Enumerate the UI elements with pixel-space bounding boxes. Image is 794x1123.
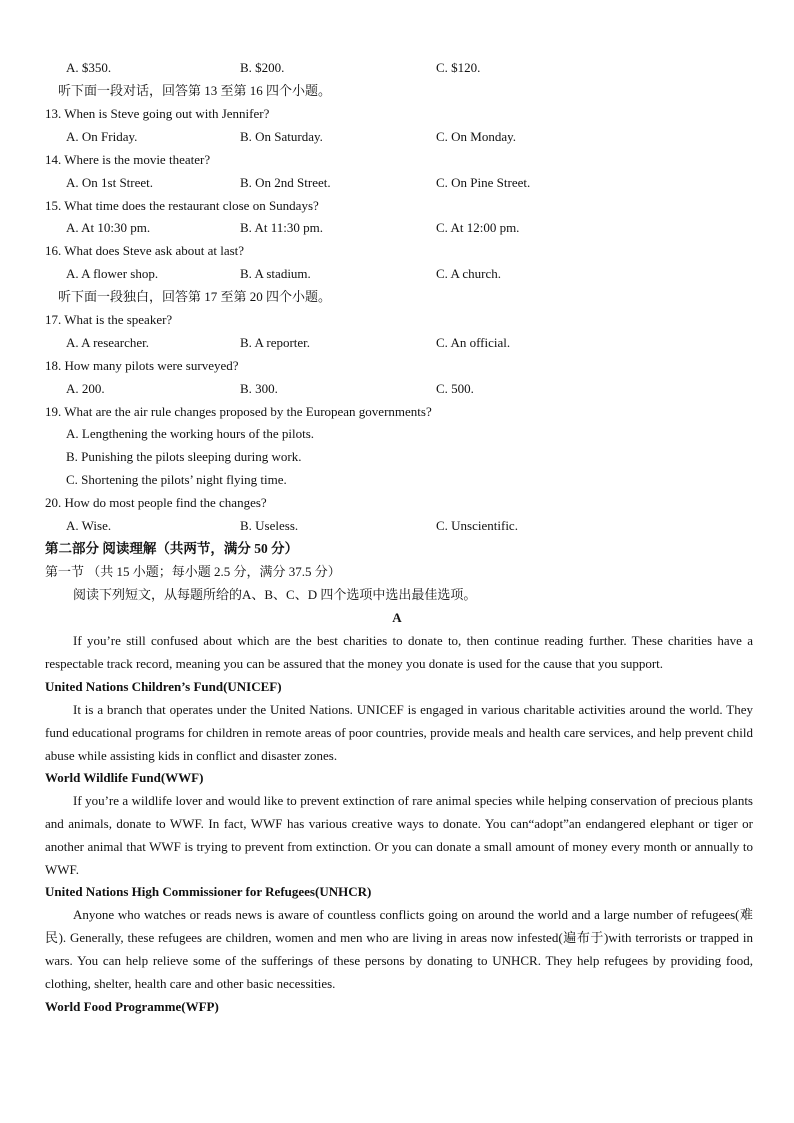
- option-b: B. On Saturday.: [240, 129, 323, 144]
- question-text: 14. Where is the movie theater?: [45, 152, 211, 167]
- option-b: B. A stadium.: [240, 266, 311, 281]
- option-c: C. On Pine Street.: [436, 175, 531, 190]
- question-text: 16. What does Steve ask about at last?: [45, 243, 245, 258]
- question-13: [0, 102, 794, 125]
- option-b: B. $200.: [240, 60, 285, 75]
- option-c: C. A church.: [436, 266, 501, 281]
- question-20: [0, 491, 794, 514]
- option-a: A. On Friday.: [66, 129, 138, 144]
- q20-options: [0, 514, 794, 537]
- question-18: [0, 354, 794, 377]
- section1-heading: [0, 560, 794, 583]
- instruction-text: 听下面一段对话，回答第 13 至第 16 四个小题。: [58, 83, 332, 98]
- passage-intro: If you’re still confused about which are the best charities to donate to, then continue reading further. These charities have a respectable track record, meaning you can be assured that the money you donate is used for the cause that you support.: [45, 633, 753, 671]
- unhcr-paragraph: Anyone who watches or reads news is aware of countless conflicts going on around the world and a large number of refugees(难民). Generally, these refugees are children, women and men who are living in areas now infested(遍布于)with terrorists or trapped in wars. You can help relieve some of the sufferings of these persons by donating to UNHCR. They help refugees by providing food, clothing, shelter, health care and other basic necessities.: [45, 907, 753, 991]
- option-c: C. An official.: [436, 335, 511, 350]
- unicef-heading: United Nations Children’s Fund(UNICEF): [45, 679, 282, 694]
- question-text: 19. What are the air rule changes proposed by the European governments?: [45, 404, 432, 419]
- wfp-heading-line: [0, 995, 794, 1018]
- wwf-heading-line: [0, 766, 794, 789]
- option-b: B. 300.: [240, 381, 278, 396]
- option-a: A. At 10:30 pm.: [66, 220, 151, 235]
- option-b: B. On 2nd Street.: [240, 175, 331, 190]
- option-c: C. On Monday.: [436, 129, 517, 144]
- option-a: A. 200.: [66, 381, 105, 396]
- section1-instruction: [0, 583, 794, 606]
- option-b: B. Punishing the pilots sleeping during work.: [66, 449, 302, 464]
- q12-options: [0, 56, 794, 79]
- option-a: A. A researcher.: [66, 335, 150, 350]
- option-a: A. $350.: [66, 60, 112, 75]
- wfp-heading: World Food Programme(WFP): [45, 999, 219, 1014]
- question-16: [0, 239, 794, 262]
- q19-option-c: [0, 468, 794, 491]
- q13-options: [0, 125, 794, 148]
- unhcr-heading-line: [0, 880, 794, 903]
- option-b: B. Useless.: [240, 518, 299, 533]
- option-c: C. Shortening the pilots’ night flying time.: [66, 472, 287, 487]
- option-a: A. A flower shop.: [66, 266, 159, 281]
- instruction-text: 听下面一段独白，回答第 17 至第 20 四个小题。: [58, 289, 332, 304]
- question-text: 15. What time does the restaurant close on Sundays?: [45, 198, 319, 213]
- q16-options: [0, 262, 794, 285]
- question-15: [0, 194, 794, 217]
- option-a: A. On 1st Street.: [66, 175, 154, 190]
- instruction-text: 阅读下列短文，从每题所给的A、B、C、D 四个选项中选出最佳选项。: [73, 587, 477, 602]
- q14-options: [0, 171, 794, 194]
- question-text: 18. How many pilots were surveyed?: [45, 358, 239, 373]
- section-title: 第二部分 阅读理解（共两节，满分 50 分）: [45, 541, 299, 556]
- intro-13-16: [0, 79, 794, 102]
- unicef-paragraph: It is a branch that operates under the United Nations. UNICEF is engaged in various charitable activities around the world. They fund educational programs for children in remote areas of poor countries, provide meals and health care services, and help prevent child abuse while assisting kids in conflict and disaster zones.: [45, 702, 753, 763]
- passage-label: A: [392, 610, 402, 625]
- unicef-heading-line: [0, 675, 794, 698]
- question-17: [0, 308, 794, 331]
- intro-17-20: [0, 285, 794, 308]
- unhcr-heading: United Nations High Commissioner for Refugees(UNHCR): [45, 884, 372, 899]
- section-subtitle: 第一节 （共 15 小题；每小题 2.5 分，满分 37.5 分）: [45, 564, 341, 579]
- question-text: 13. When is Steve going out with Jennifer?: [45, 106, 270, 121]
- option-b: B. A reporter.: [240, 335, 311, 350]
- q18-options: [0, 377, 794, 400]
- wwf-heading: World Wildlife Fund(WWF): [45, 770, 204, 785]
- part2-heading: [0, 537, 794, 560]
- q15-options: [0, 216, 794, 239]
- question-text: 17. What is the speaker?: [45, 312, 173, 327]
- option-a: A. Wise.: [66, 518, 112, 533]
- option-b: B. At 11:30 pm.: [240, 220, 323, 235]
- q19-option-a: [0, 422, 794, 445]
- wwf-paragraph: If you’re a wildlife lover and would like to prevent extinction of rare animal species while helping conservation of precious plants and animals, donate to WWF. In fact, WWF has various creative ways to donate. You can“adopt”an endangered elephant or tiger or another animal that WWF is trying to prevent from extinction. Or you can donate a small amount of money every month or annually to WWF.: [45, 793, 753, 877]
- option-c: C. At 12:00 pm.: [436, 220, 520, 235]
- option-c: C. $120.: [436, 60, 481, 75]
- question-19: [0, 400, 794, 423]
- q17-options: [0, 331, 794, 354]
- option-a: A. Lengthening the working hours of the pilots.: [66, 426, 315, 441]
- option-c: C. Unscientific.: [436, 518, 518, 533]
- question-14: [0, 148, 794, 171]
- option-c: C. 500.: [436, 381, 474, 396]
- q19-option-b: [0, 445, 794, 468]
- question-text: 20. How do most people find the changes?: [45, 495, 267, 510]
